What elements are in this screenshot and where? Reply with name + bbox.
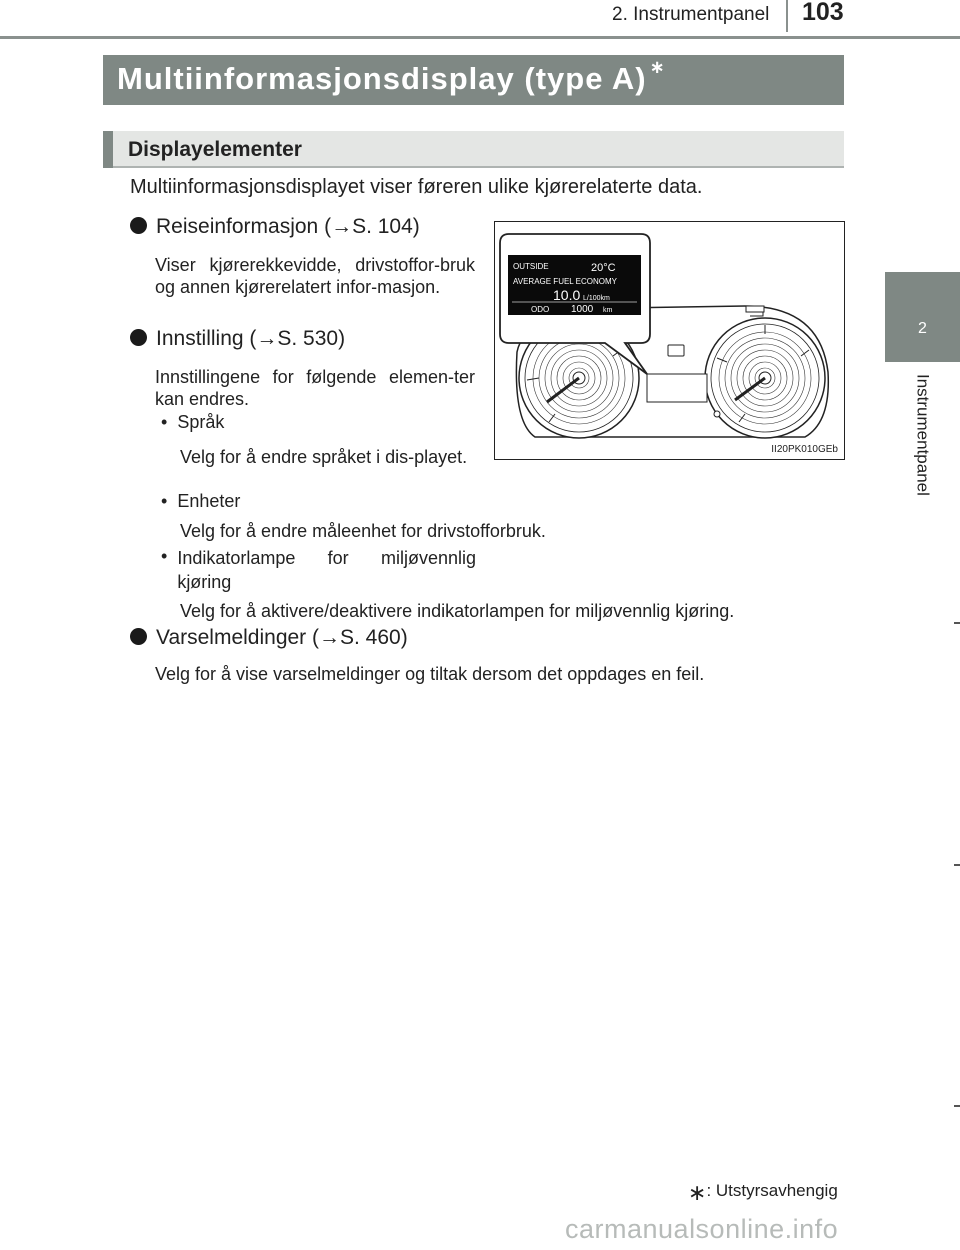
display-odo-value: 1000 xyxy=(571,304,594,315)
section-heading-text: Reiseinformasjon (→S. 104) xyxy=(156,215,420,238)
display-economy-value: 10.0 xyxy=(553,287,581,303)
bullet-icon xyxy=(130,628,147,645)
chapter-tab xyxy=(885,272,960,362)
list-item-desc: Velg for å endre måleenhet for drivstofforbruk. xyxy=(180,521,546,541)
subsection-accent xyxy=(103,131,113,168)
intro-paragraph: Multiinformasjonsdisplayet viser føreren ulike kjørerelaterte data. xyxy=(130,176,703,198)
list-item-desc: Velg for å endre språket i dis-playet. xyxy=(180,447,468,467)
section-heading-text: Innstilling (→S. 530) xyxy=(156,327,346,350)
display-economy-label: AVERAGE FUEL ECONOMY xyxy=(513,277,618,286)
list-item: • Språk xyxy=(161,412,225,432)
section-heading xyxy=(130,327,345,351)
section-heading xyxy=(130,626,408,650)
subsection-title: Displayelementer xyxy=(128,138,302,161)
running-header-chapter: 2. Instrumentpanel xyxy=(612,4,770,25)
display-odo-label: ODO xyxy=(531,305,550,314)
bullet-icon xyxy=(130,217,147,234)
chapter-tab-label: Instrumentpanel xyxy=(913,374,933,496)
section-title-text: Multiinformasjonsdisplay (type A) xyxy=(117,61,647,96)
display-odo-unit: km xyxy=(603,307,613,314)
display-economy-unit: L/100km xyxy=(583,295,610,302)
section-body: Velg for å vise varselmeldinger og tiltak dersom det oppdages en feil. xyxy=(155,664,705,684)
section-title xyxy=(117,57,666,97)
list-item xyxy=(161,546,476,594)
display-outside-value: 20°C xyxy=(591,262,616,274)
list-item-label: Enheter xyxy=(177,491,241,511)
margin-tick xyxy=(940,37,960,39)
section-heading xyxy=(130,215,420,239)
footnote-text: : Utstyrsavhengig xyxy=(706,1181,838,1200)
watermark: carmanualsonline.info xyxy=(565,1214,839,1244)
section-body: Viser kjørerekkevidde, drivstoffor-bruk og annen kjørerelatert infor-masjon. xyxy=(155,255,475,297)
display-outside-label: OUTSIDE xyxy=(513,262,549,271)
chapter-tab-label-area xyxy=(885,362,960,622)
footnote xyxy=(688,1180,838,1206)
header-separator xyxy=(786,0,788,32)
list-item-desc: Velg for å aktivere/deaktivere indikatorlampen for miljøvennlig kjøring. xyxy=(180,601,735,621)
list-item: • Enheter xyxy=(161,491,241,511)
instrument-cluster-figure xyxy=(494,221,845,460)
page-number: 103 xyxy=(802,0,844,26)
margin-tick xyxy=(954,1105,960,1107)
section-title-bar xyxy=(103,55,844,105)
section-heading-text: Varselmeldinger (→S. 460) xyxy=(156,626,408,649)
instrument-cluster-illustration xyxy=(495,222,844,459)
margin-tick xyxy=(954,864,960,866)
figure-code: II20PK010GEb xyxy=(771,444,838,455)
bullet-icon xyxy=(130,329,147,346)
asterisk-icon: ∗ xyxy=(649,57,666,77)
tachometer-gauge xyxy=(705,318,825,438)
section-body: Innstillingene for følgende elemen-ter kan endres. xyxy=(155,367,475,409)
chapter-tab-number: 2 xyxy=(918,320,927,337)
margin-tick xyxy=(954,622,960,624)
list-item-label: Indikatorlampe for miljøvennlig kjøring xyxy=(177,548,476,592)
list-bullet: • xyxy=(161,546,178,566)
list-item-label: Språk xyxy=(177,412,225,432)
asterisk-icon: ∗ xyxy=(688,1180,707,1205)
header-rule xyxy=(0,36,960,39)
